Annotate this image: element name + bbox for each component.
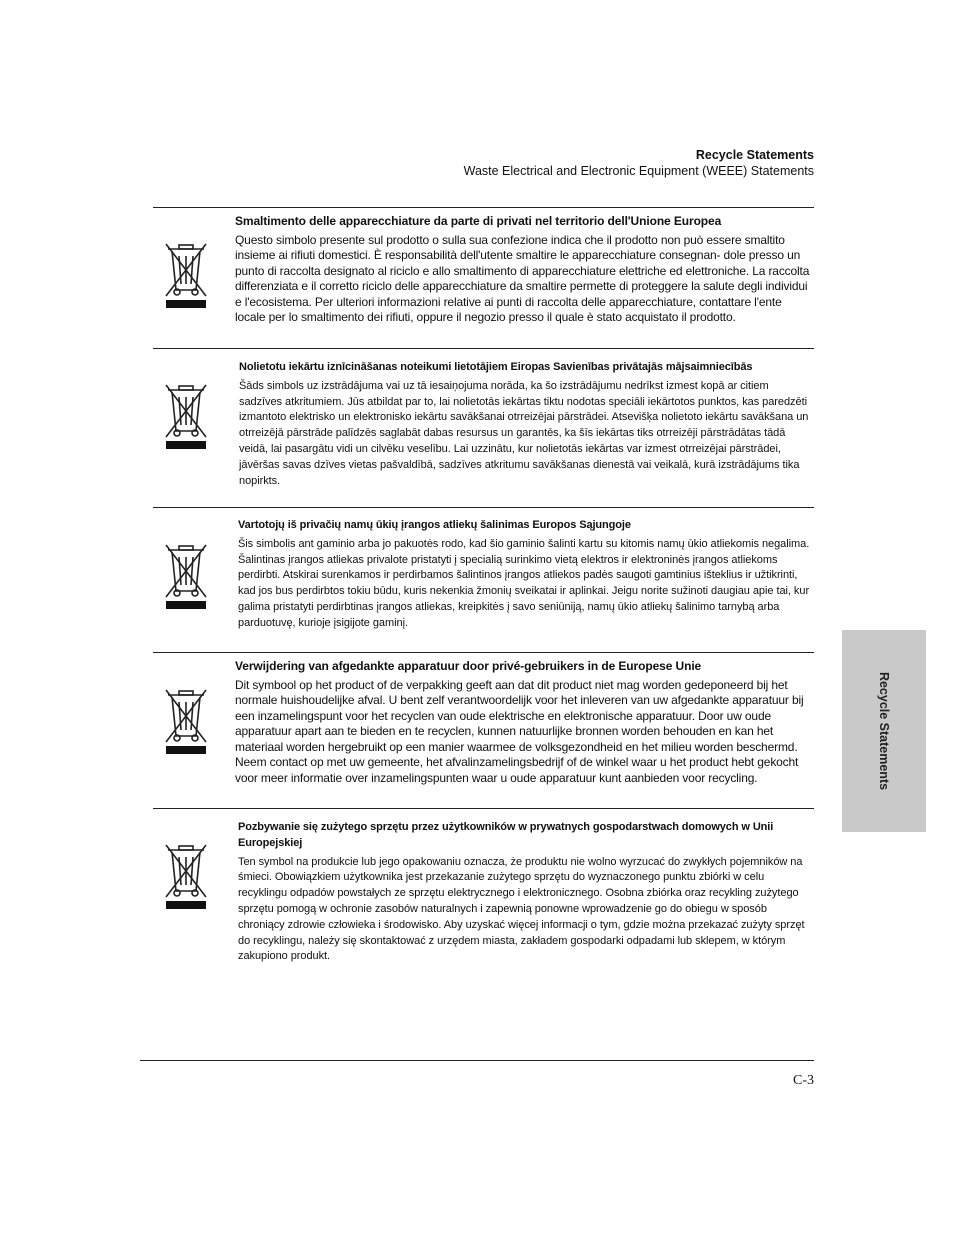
section-divider (153, 652, 814, 653)
footer-rule (140, 1060, 814, 1061)
section-divider (153, 348, 814, 349)
section-polish (238, 820, 813, 965)
section-divider (153, 808, 814, 809)
weee-bin-icon (162, 841, 210, 913)
weee-bin-icon (162, 240, 210, 312)
section-body: Dit symbool op het product of de verpakking geeft aan dat dit product niet mag worden gedeponeerd bij het normale huishoudelijke afval. U bent zelf verantwoordelijk voor het inleveren van uw afgedankte apparatuur bij een inzamelingspunt voor het recyclen van oude elektrische en elektronische apparatuur. Door uw oude apparatuur apart aan te bieden en te recyclen, kunnen natuurlijke bronnen worden behouden en kan het materiaal worden hergebruikt op een manier waarmee de volksgezondheid en het milieu worden beschermd. Neem contact op met uw gemeente, het afvalinzamelingsbedrijf of de winkel waar u het product hebt gekocht voor meer informatie over inzamelingspunten waar u oude apparatuur kunt aanbieden voor recycling. (235, 677, 804, 785)
weee-bin-icon (162, 381, 210, 453)
weee-bin-icon (162, 541, 210, 613)
section-title: Smaltimento delle apparecchiature da parte di privati nel territorio dell'Unione Europea (235, 214, 722, 228)
section-lithuanian (238, 518, 813, 632)
section-italian (235, 214, 813, 326)
section-body: Questo simbolo presente sul prodotto o sulla sua confezione indica che il prodotto non può essere smaltito insieme ai rifiuti domestici. È responsabilità dell'utente smaltire le apparecchiature consegnan- dole presso un punto di raccolta designato al riciclo e allo smaltimento di apparecchiature elettriche ed elettroniche. La raccolta differenziata e il corretto riciclo delle apparecchiature da smaltire permette di proteggere la salute degli individui e l'ecosistema. Per ulteriori informazioni relative ai punti di raccolta delle apparecchiature, contattare l'ente locale per lo smaltimento dei rifiuti, oppure il negozio presso il quale è stato acquistato il prodotto. (235, 232, 810, 324)
section-body: Šis simbolis ant gaminio arba jo pakuotės rodo, kad šio gaminio šalinti kartu su kitomis namų ūkio atliekomis negalima. Šalintinas įrangos atliekas privalote pristatyti į specialią surinkimo vietą elektros ir elektroninės įrangos atliekoms perdirbti. Atskirai surenkamos ir perdirbamos šalintinos įrangos atliekos padės saugoti gamtinius išteklius ir užtikrinti, kad jos bus perdirbtos tokiu būdu, kuris nekenkia žmonių sveikatai ir aplinkai. Jeigu norite sužinoti daugiau apie tai, kur galima pristatyti perdirbtinas įrangos atliekas, kreipkitės į savo seniūniją, namų ūkio atliekų šalinimo tarnybą arba parduotuvę, kurioje įsigijote gaminį. (238, 537, 810, 629)
section-title: Pozbywanie się zużytego sprzętu przez użytkowników w prywatnych gospodarstwach domowych w Unii Europejskiej (238, 821, 774, 849)
section-divider (153, 507, 814, 508)
section-title: Vartotojų iš privačių namų ūkių įrangos atliekų šalinimas Europos Sąjungoje (238, 519, 631, 531)
side-thumb-tab (842, 630, 926, 832)
page-number: C-3 (793, 1073, 814, 1088)
section-body: Ten symbol na produkcie lub jego opakowaniu oznacza, że produktu nie wolno wyrzucać do zwykłych pojemników na śmieci. Obowiązkiem użytkownika jest przekazanie zużytego sprzętu do wyznaczonego punktu zbiórki w celu recyklingu odpadów powstałych ze sprzętu elektrycznego i elektronicznego. Osobna zbiórka oraz recykling zużytego sprzętu pomogą w ochronie zasobów naturalnych i zapewnią ponowne wprowadzenie go do obiegu w sposób chroniący zdrowie człowieka i środowisko. Aby uzyskać więcej informacji o tym, gdzie można przekazać zużyty sprzęt do recyklingu, należy się skontaktować z urzędem miasta, zakładem gospodarki odpadami lub sklepem, w którym zakupiono produkt. (238, 855, 805, 963)
section-title: Verwijdering van afgedankte apparatuur door privé-gebruikers in de Europese Unie (235, 659, 702, 673)
section-body: Šāds simbols uz izstrādājuma vai uz tā iesaiņojuma norāda, ka šo izstrādājumu nedrīkst izmest kopā ar citiem sadzīves atkritumiem. Jūs atbildat par to, lai nolietotās iekārtas tiktu nodotas speciāli iekārtotos punktos, kas paredzēti izmantoto elektrisko un elektronisko iekārtu savākšanai otrreizējai pārstrādei. Atsevišķa nolietoto iekārtu savākšana un otrreizējā pārstrāde palīdzēs saglabāt dabas resursus un garantēs, ka šīs iekārtas tiks otrreizēji pārstrādātas tādā veidā, lai pasargātu vidi un cilvēku veselību. Lai uzzinātu, kur nolietotās iekārtas var izmest otrreizējai pārstrādei, jāvēršas savas dzīves vietas pašvaldībā, sadzīves atkritumu savākšanas dienestā vai veikalā, kurā izstrādājums tika nopirkts. (239, 379, 809, 487)
section-title: Nolietotu iekārtu iznīcināšanas noteikumi lietotājiem Eiropas Savienības privātajās mājsaimniecībās (239, 361, 753, 373)
section-latvian (239, 360, 813, 489)
section-divider (153, 207, 814, 208)
side-tab-label: Recycle Statements (877, 671, 891, 791)
running-header-subtitle: Waste Electrical and Electronic Equipment (WEEE) Statements (463, 164, 814, 178)
section-dutch (235, 659, 813, 786)
weee-bin-icon (162, 686, 210, 758)
running-header-title: Recycle Statements (695, 148, 814, 162)
